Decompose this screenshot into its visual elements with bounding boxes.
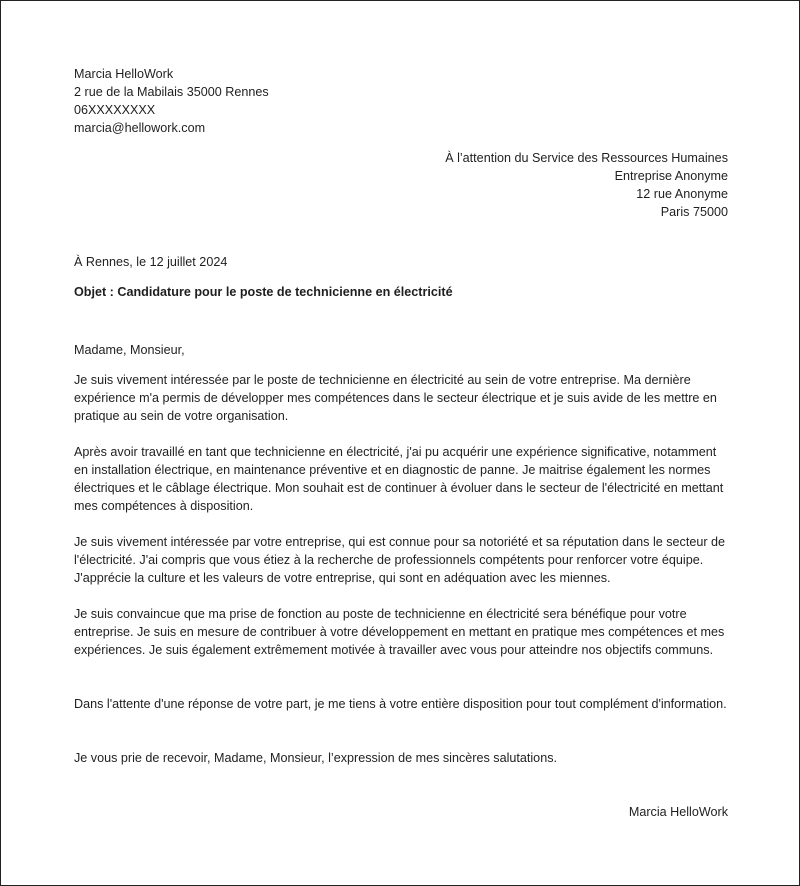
sender-address: 2 rue de la Mabilais 35000 Rennes <box>74 85 269 99</box>
paragraph-3: Je suis vivement intéressée par votre entreprise, qui est connue pour sa notoriété et sa réputation dans le secteur de l'électricité. J'ai compris que vous étiez à la recherche de professionnels compétents pour renforcer votre équipe. J'apprécie la culture et les valeurs de votre entreprise, qui sont en adéquation avec les miennes. <box>74 535 726 585</box>
paragraph-1: Je suis vivement intéressée par le poste de technicienne en électricité au sein de votre entreprise. Ma dernière expérience m'a permis de développer mes compétences dans le secteur électrique et je suis avide de les mettre en pratique au sein de votre organisation. <box>74 373 717 423</box>
recipient-attention: À l’attention du Service des Ressources Humaines <box>445 151 728 165</box>
recipient-company: Entreprise Anonyme <box>614 169 728 183</box>
recipient-block <box>74 149 728 221</box>
paragraph-2: Après avoir travaillé en tant que technicienne en électricité, j'ai pu acquérir une expérience significative, notamment en installation électrique, en maintenance préventive et en diagnostic de panne. Je maitrise également les normes électriques et le câblage électrique. Mon souhait est de continuer à évoluer dans le secteur de l'électricité en mettant mes compétences à disposition. <box>74 445 724 513</box>
recipient-city: Paris 75000 <box>660 205 728 219</box>
recipient-street: 12 rue Anonyme <box>636 187 728 201</box>
signature: Marcia HelloWork <box>628 805 728 819</box>
sender-email: marcia@hellowork.com <box>74 121 206 135</box>
subject-line: Objet : Candidature pour le poste de technicienne en électricité <box>74 285 453 299</box>
greeting: Madame, Monsieur, <box>74 343 185 357</box>
paragraph-5: Dans l'attente d'une réponse de votre part, je me tiens à votre entière disposition pour tout complément d'information. <box>74 697 727 711</box>
sender-phone: 06XXXXXXXX <box>74 103 156 117</box>
paragraph-4: Je suis convaincue que ma prise de fonction au poste de technicienne en électricité sera bénéfique pour votre entreprise. Je suis en mesure de contribuer à votre développement en mettant en pratique mes compétences et mes expériences. Je suis également extrêmement motivée à travailler avec vous pour atteindre nos objectifs communs. <box>74 607 725 657</box>
sender-name: Marcia HelloWork <box>74 67 174 81</box>
closing-paragraph: Je vous prie de recevoir, Madame, Monsieur, l’expression de mes sincères salutations. <box>74 751 557 765</box>
sender-block <box>74 65 728 137</box>
date-line: À Rennes, le 12 juillet 2024 <box>74 255 228 269</box>
